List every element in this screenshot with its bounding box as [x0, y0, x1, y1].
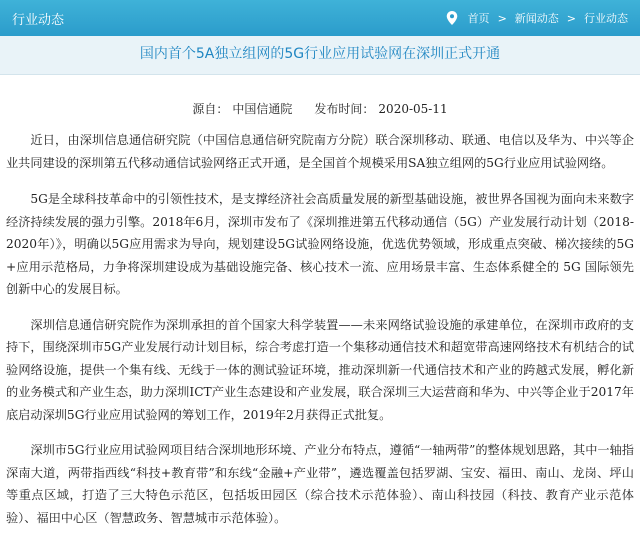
- breadcrumb-separator: >: [566, 11, 576, 25]
- top-nav-bar: [0, 0, 640, 37]
- source-label: 源自：: [192, 102, 229, 116]
- breadcrumb-separator: >: [497, 11, 507, 25]
- article-paragraph: 深圳市5G行业应用试验网项目结合深圳地形环境、产业分布特点，遵循“一轴两带”的整体规划思路，其中一轴指深南大道，两带指西线“科技+教育带”和东线“金融+产业带”，遴选覆盖包括罗湖、宝安、福田、南山、龙岗、坪山等重点区域，打造了三大特色示范区，包括坂田园区（综合技术示范体验）、南山科技园（科技、教育产业示范体验）、福田中心区（智慧政务、智慧城市示范体验）。: [6, 443, 634, 525]
- map-pin-icon: [446, 11, 458, 25]
- article-paragraph: 深圳信息通信研究院作为深圳承担的首个国家大科学装置——未来网络试验设施的承建单位，在深圳市政府的支持下，围绕深圳市5G产业发展行动计划目标，综合考虑打造一个集移动通信技术和超宽带高速网络技术有机结合的试验网络设施，提供一个集有线、无线于一体的测试验证环境，推动深圳新一代通信技术和产业的跨越式发展，孵化新的业务模式和产业生态，助力深圳ICT产业生态建设和产业发展，联合深圳三大运营商和华为、中兴等企业于2017年底启动深圳5G行业应用试验网的筹划工作，2019年2月获得正式批复。: [6, 317, 634, 422]
- article-meta: [0, 100, 640, 117]
- breadcrumb: [446, 10, 628, 26]
- article-body: [6, 129, 634, 542]
- article-title: 国内首个5A独立组网的5G行业应用试验网在深圳正式开通: [0, 36, 640, 75]
- time-label: 发布时间：: [314, 102, 375, 116]
- source-value: 中国信通院: [232, 102, 293, 116]
- time-value: 2020-05-11: [378, 102, 448, 116]
- section-title: 行业动态: [12, 13, 65, 28]
- article-paragraph: 5G是全球科技革命中的引领性技术，是支撑经济社会高质量发展的新型基础设施，被世界各国视为面向未来数字经济持续发展的强力引擎。2018年6月，深圳市发布了《深圳推进第五代移动通信（5G）产业发展行动计划（2018-2020年）》，明确以5G应用需求为导向，规划建设5G试验网络设施，优选优势领域，形成重点突破、梯次接续的5G+应用示范格局，力争将深圳建设成为基础设施完备、核心技术一流、应用场景丰富、生态体系健全的 5G 国际领先创新中心的发展目标。: [6, 192, 634, 296]
- breadcrumb-industry[interactable]: 行业动态: [584, 12, 628, 25]
- breadcrumb-news[interactable]: 新闻动态: [514, 12, 559, 25]
- breadcrumb-home[interactable]: 首页: [467, 12, 490, 25]
- article-paragraph: 近日，由深圳信息通信研究院（中国信息通信研究院南方分院）联合深圳移动、联通、电信以及华为、中兴等企业共同建设的深圳第五代移动通信试验网络正式开通，是全国首个规模采用SA独立组网的5G行业应用试验网络。: [6, 133, 634, 170]
